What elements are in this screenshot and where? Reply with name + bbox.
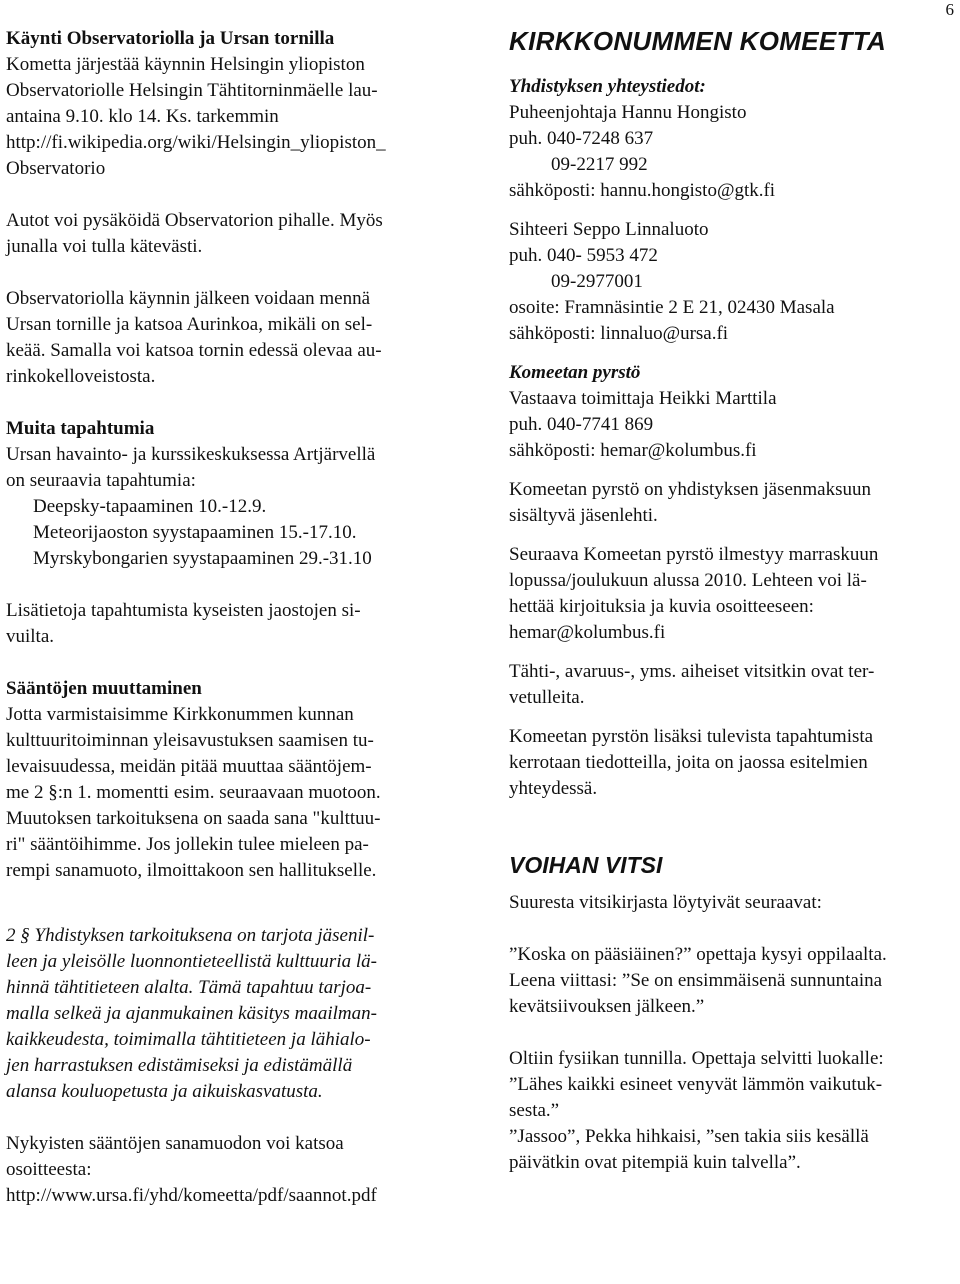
chair-phone-2: 09-2217 992 — [551, 154, 648, 175]
tail-notices-line: yhteydessä. — [509, 778, 598, 799]
rules-quote: kaikkeudesta, toimimalla tähtitieteen ja lähialo- — [6, 1029, 371, 1050]
rules-line: levaisuudessa, meidän pitää muuttaa sääntöjem- — [6, 756, 372, 777]
rules-quote: hinnä tähtitieteen alalta. Tämä tapahtuu tarjoa- — [6, 977, 372, 998]
tail-next-line: hettää kirjoituksia ja kuvia osoitteeseen: — [509, 596, 814, 617]
tail-welcome-line: vetulleita. — [509, 687, 585, 708]
parking-line: Autot voi pysäköidä Observatorion pihalle. Myös — [6, 210, 383, 231]
joke-line: ”Koska on pääsiäinen?” opettaja kysyi oppilaalta. — [509, 944, 887, 965]
visit-heading: Käynti Observatoriolla ja Ursan tornilla — [6, 28, 335, 49]
tail-phone: puh. 040-7741 869 — [509, 414, 654, 435]
tail-notices-line: Komeetan pyrstön lisäksi tulevista tapahtumista — [509, 726, 874, 747]
tail-heading: Komeetan pyrstö — [509, 362, 641, 383]
event-item: Deepsky-tapaaminen 10.-12.9. — [33, 496, 267, 517]
event-item: Myrskybongarien syystapaaminen 29.-31.10 — [33, 548, 372, 569]
parking-line: junalla voi tulla kätevästi. — [6, 236, 203, 257]
chair-phone: puh. 040-7248 637 — [509, 128, 654, 149]
rules-quote: leen ja yleisölle luonnontieteellistä kulttuuria lä- — [6, 951, 377, 972]
visit-line: Kometta järjestää käynnin Helsingin yliopiston — [6, 54, 365, 75]
rules-heading: Sääntöjen muuttaminen — [6, 678, 202, 699]
contacts-heading: Yhdistyksen yhteystiedot: — [509, 76, 706, 97]
rules-quote: 2 § Yhdistyksen tarkoituksena on tarjota jäsenil- — [6, 925, 375, 946]
right-column — [509, 26, 955, 1176]
current-rules-url[interactable]: http://www.ursa.fi/yhd/komeetta/pdf/saannot.pdf — [6, 1185, 377, 1206]
visit-line: antaina 9.10. klo 14. Ks. tarkemmin — [6, 106, 279, 127]
rules-line: ri" sääntöihimme. Jos jollekin tulee mieleen pa- — [6, 834, 369, 855]
rules-line: kulttuuritoiminnan yleisavustuksen saamisen tu- — [6, 730, 374, 751]
visit-line: Observatoriolle Helsingin Tähtitorninmäelle lau- — [6, 80, 378, 101]
tail-notices-line: kerrotaan tiedotteilla, joita on jaossa esitelmien — [509, 752, 868, 773]
secretary-address: osoite: Framnäsintie 2 E 21, 02430 Masala — [509, 297, 835, 318]
events-more: vuilta. — [6, 626, 55, 647]
event-item: Meteorijaoston syystapaaminen 15.-17.10. — [33, 522, 357, 543]
joke-line: ”Lähes kaikki esineet venyvät lämmön vaikutuk- — [509, 1074, 883, 1095]
tail-member-line: sisältyvä jäsenlehti. — [509, 505, 658, 526]
rules-quote: alansa kouluopetusta ja aikuiskasvatusta. — [6, 1081, 323, 1102]
tail-line: Vastaava toimittaja Heikki Marttila — [509, 388, 777, 409]
chair-line: Puheenjohtaja Hannu Hongisto — [509, 102, 747, 123]
rules-line: rempi sanamuoto, ilmoittakoon sen hallitukselle. — [6, 860, 377, 881]
joke-line: ”Jassoo”, Pekka hihkaisi, ”sen takia siis kesällä — [509, 1126, 869, 1147]
tower-line: Observatoriolla käynnin jälkeen voidaan mennä — [6, 288, 371, 309]
chair-email[interactable]: sähköposti: hannu.hongisto@gtk.fi — [509, 180, 776, 201]
jokes-heading: VOIHAN VITSI — [509, 852, 663, 878]
joke-line: päivätkin ovat pitempiä kuin talvella”. — [509, 1152, 801, 1173]
events-intro: Ursan havainto- ja kurssikeskuksessa Artjärvellä — [6, 444, 376, 465]
visit-url[interactable]: http://fi.wikipedia.org/wiki/Helsingin_yliopiston_ — [6, 132, 386, 153]
tail-next-line: lopussa/joulukuun alussa 2010. Lehteen voi lä- — [509, 570, 867, 591]
jokes-intro: Suuresta vitsikirjasta löytyivät seuraavat: — [509, 892, 822, 913]
joke-line: sesta.” — [509, 1100, 560, 1121]
current-rules-line: osoitteesta: — [6, 1159, 92, 1180]
tail-next-email[interactable]: hemar@kolumbus.fi — [509, 622, 666, 643]
tail-email[interactable]: sähköposti: hemar@kolumbus.fi — [509, 440, 757, 461]
tower-line: Ursan tornille ja katsoa Aurinkoa, mikäli on sel- — [6, 314, 373, 335]
tower-line: keää. Samalla voi katsoa tornin edessä olevaa au- — [6, 340, 382, 361]
rules-quote: malla selkeä ja ajanmukainen käsitys maailman- — [6, 1003, 377, 1024]
rules-line: me 2 §:n 1. momentti esim. seuraavaan muotoon. — [6, 782, 381, 803]
events-intro: on seuraavia tapahtumia: — [6, 470, 196, 491]
page-number: 6 — [945, 0, 954, 19]
joke-line: Leena viittasi: ”Se on ensimmäisenä sunnuntaina — [509, 970, 883, 991]
events-heading: Muita tapahtumia — [6, 418, 155, 439]
masthead: KIRKKONUMMEN KOMEETTA — [509, 26, 887, 56]
tower-line: rinkokelloveistosta. — [6, 366, 156, 387]
tail-next-line: Seuraava Komeetan pyrstö ilmestyy marraskuun — [509, 544, 879, 565]
rules-quote: jen harrastuksen edistämiseksi ja edistämällä — [6, 1055, 353, 1076]
secretary-email[interactable]: sähköposti: linnaluo@ursa.fi — [509, 323, 729, 344]
rules-line: Muutoksen tarkoituksena on saada sana "kulttuu- — [6, 808, 381, 829]
tail-welcome-line: Tähti-, avaruus-, yms. aiheiset vitsitkin ovat ter- — [509, 661, 875, 682]
secretary-phone-2: 09-2977001 — [551, 271, 643, 292]
visit-url-end[interactable]: Observatorio — [6, 158, 106, 179]
joke-line: Oltiin fysiikan tunnilla. Opettaja selvitti luokalle: — [509, 1048, 884, 1069]
joke-line: kevätsiivouksen jälkeen.” — [509, 996, 705, 1017]
rules-line: Jotta varmistaisimme Kirkkonummen kunnan — [6, 704, 354, 725]
tail-member-line: Komeetan pyrstö on yhdistyksen jäsenmaksuun — [509, 479, 872, 500]
events-more: Lisätietoja tapahtumista kyseisten jaostojen si- — [6, 600, 361, 621]
secretary-phone: puh. 040- 5953 472 — [509, 245, 658, 266]
secretary-line: Sihteeri Seppo Linnaluoto — [509, 219, 709, 240]
current-rules-line: Nykyisten sääntöjen sanamuodon voi katsoa — [6, 1133, 344, 1154]
left-column — [6, 26, 461, 1209]
